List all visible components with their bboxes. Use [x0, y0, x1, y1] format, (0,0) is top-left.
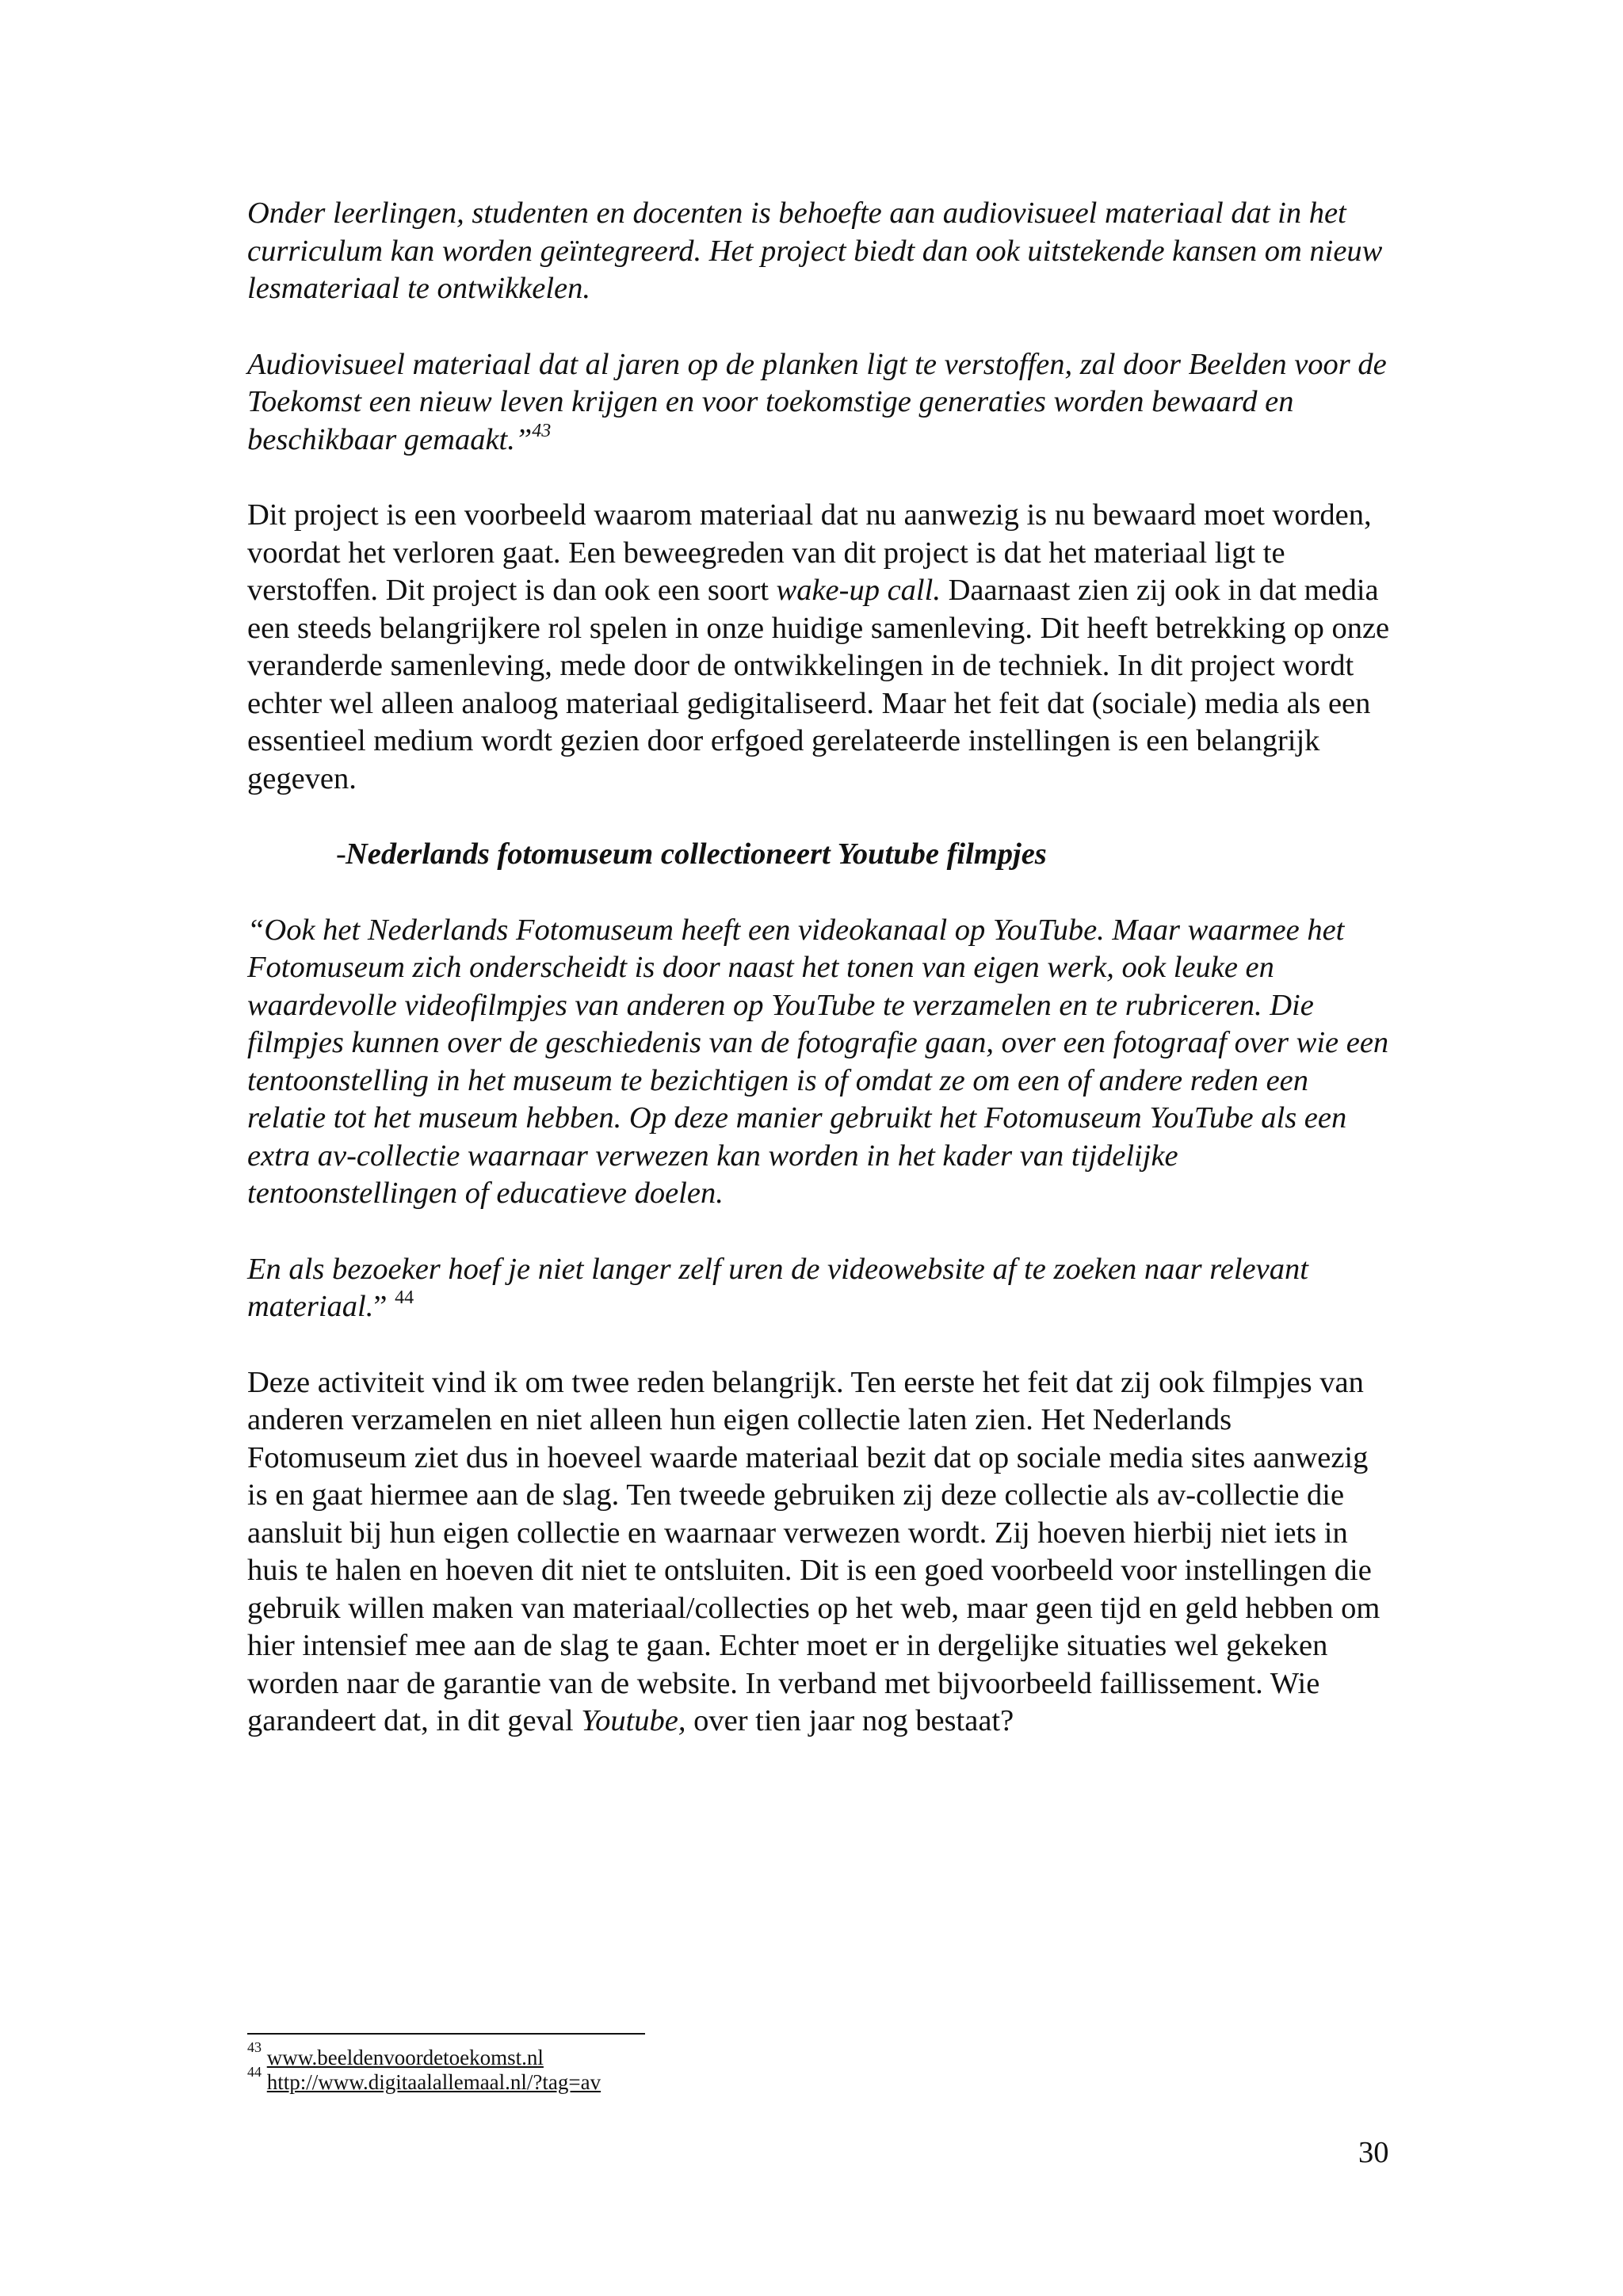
section-heading [247, 836, 1392, 874]
footnote-44-number: 44 [247, 2064, 262, 2080]
page-content [247, 195, 1392, 1741]
footnote-44 [247, 2064, 601, 2095]
footnote-44-link[interactable]: http://www.digitaalallemaal.nl/?tag=av [266, 2070, 601, 2094]
body2-text-a: Deze activiteit vind ik om twee reden belangrijk. Ten eerste het feit dat zij ook filmpjes van anderen verzamelen en niet alleen hun eigen collectie laten zien. Het Nederlands Fotomuseum ziet dus in hoeveel waarde materiaal bezit dat op sociale media sites aanwezig is en gaat hiermee aan de slag. Ten tweede gebruiken zij deze collectie als av-collectie die aansluit bij hun eigen collectie en waarnaar verwezen wordt. Zij hoeven hierbij niet iets in huis te halen en hoeven dit niet te ontsluiten. Dit is een goed voorbeeld voor instellingen die gebruik willen maken van materiaal/collecties op het web, maar geen tijd en geld hebben om hier intensief mee aan de slag te gaan. Echter moet er in dergelijke situaties wel gekeken worden naar de garantie van de website. In verband met bijvoorbeeld faillissement. Wie garandeert dat, in dit geval [247, 1365, 1381, 1737]
quote1-text-1: Onder leerlingen, studenten en docenten is behoefte aan audiovisueel materiaal dat in het curriculum kan worden geïntegreerd. Het project biedt dan ook uitstekende kansen om nieuw lesmateriaal te ontwikkelen. [247, 196, 1383, 305]
quote-paragraph-2 [247, 346, 1392, 460]
section-heading-text: Nederlands fotomuseum collectioneert Youtube filmpjes [346, 837, 1047, 871]
quote-paragraph-1 [247, 195, 1392, 308]
footnote-43 [247, 2039, 601, 2070]
quote2-closing-mark: ” [373, 1290, 388, 1323]
footnotes [247, 2039, 601, 2095]
quote2-text-2: En als bezoeker hoef je niet langer zelf uren de videowebsite af te zoeken naar relevant materiaal. [247, 1252, 1308, 1323]
footnote-ref-43[interactable]: 43 [532, 420, 552, 441]
body1-text-a: Dit project is een voorbeeld waarom materiaal dat nu aanwezig is nu bewaard moet worden, voordat het verloren gaat. Een beweegreden van dit project is dat het materiaal ligt te verstoffen. Dit project is dan ook een soort [247, 498, 1372, 607]
quote-paragraph-3 [247, 912, 1392, 1213]
body2-italic-phrase: Youtube, [581, 1704, 686, 1737]
body-paragraph-2 [247, 1364, 1392, 1741]
footnote-divider [247, 2033, 645, 2035]
body1-text-b: Daarnaast zien zij ook in dat media een steeds belangrijkere rol spelen in onze huidige samenleving. Dit heeft betrekking op onze veranderde samenleving, mede door de ontwikkelingen in de techniek. In dit project wordt echter wel alleen analoog materiaal gedigitaliseerd. Maar het feit dat (sociale) media als een essentieel medium wordt gezien door erfgoed gerelateerde instellingen is een belangrijk gegeven. [247, 574, 1390, 795]
footnote-ref-44[interactable]: 44 [395, 1287, 414, 1309]
body2-text-b: over tien jaar nog bestaat? [685, 1704, 1014, 1737]
body-paragraph-1 [247, 497, 1392, 798]
quote-paragraph-4 [247, 1251, 1392, 1326]
body1-italic-phrase: wake-up call. [776, 574, 941, 607]
page-number: 30 [1358, 2136, 1389, 2169]
footnote-43-link[interactable]: www.beeldenvoordetoekomst.nl [266, 2046, 544, 2069]
quote2-text-1: “Ook het Nederlands Fotomuseum heeft een videokanaal op YouTube. Maar waarmee het Fotomuseum zich onderscheidt is door naast het tonen van eigen werk, ook leuke en waardevolle videofilmpjes van anderen op YouTube te verzamelen en te rubriceren. Die filmpjes kunnen over de geschiedenis van de fotografie gaan, over een fotograaf over wie een tentoonstelling in het museum te bezichtigen is of omdat ze om een of andere reden een relatie tot het museum hebben. Op deze manier gebruikt het Fotomuseum YouTube als een extra av-collectie waarnaar verwezen kan worden in het kader van tijdelijke tentoonstellingen of educatieve doelen. [247, 913, 1389, 1210]
heading-bullet-dash: - [336, 837, 346, 871]
footnote-43-number: 43 [247, 2039, 262, 2055]
quote1-text-2: Audiovisueel materiaal dat al jaren op de planken ligt te verstoffen, zal door Beelden voor de Toekomst een nieuw leven krijgen en voor toekomstige generaties worden bewaard en beschikbaar gemaakt.” [247, 347, 1387, 456]
